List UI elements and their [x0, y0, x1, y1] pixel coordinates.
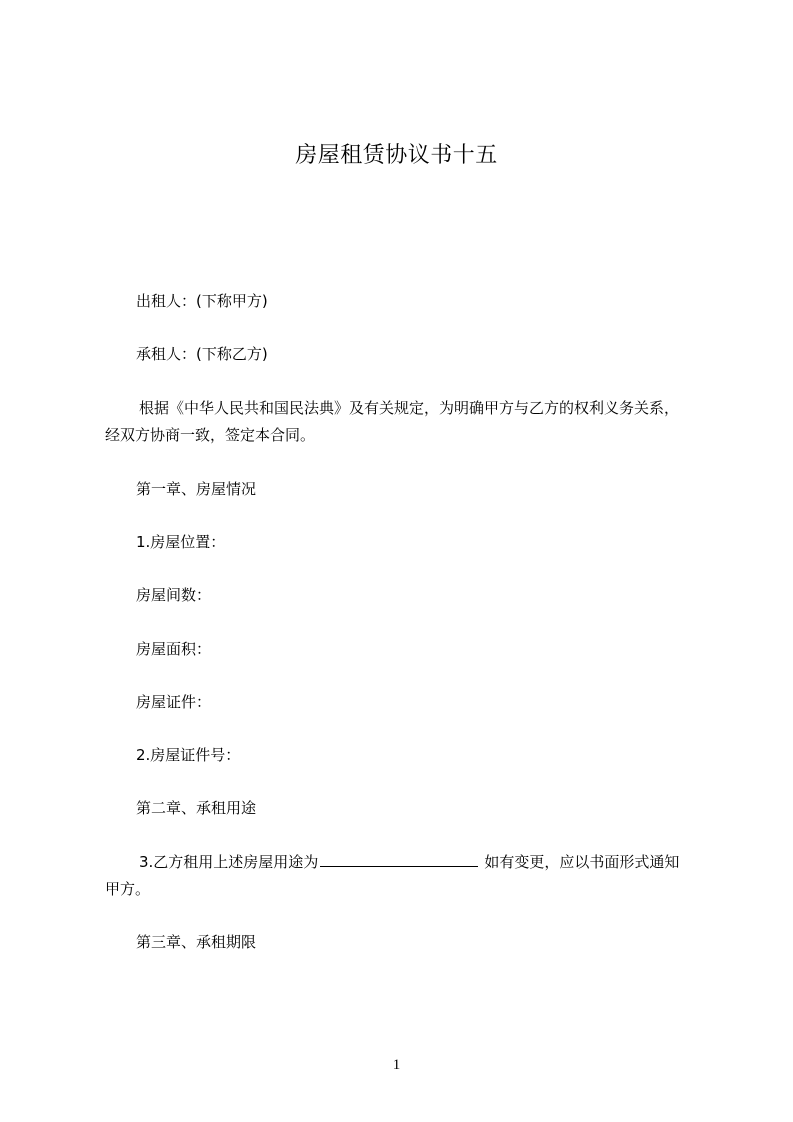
item-3-suffix: 如有变更，应以书面形式通知 [484, 853, 680, 871]
page-number: 1 [392, 1057, 401, 1073]
item-3-line-2: 甲方。 [105, 880, 151, 898]
preamble-line-1: 根据《中华人民共和国民法典》及有关规定，为明确甲方与乙方的权利义务关系， [139, 399, 680, 417]
lessee-line: 承租人：(下称乙方) [136, 345, 268, 363]
chapter-1-heading: 第一章、房屋情况 [136, 480, 257, 498]
item-1-house-location: 1.房屋位置： [136, 533, 226, 551]
item-2-certificate-number: 2.房屋证件号： [136, 746, 241, 764]
document-title: 房屋租赁协议书十五 [295, 143, 498, 168]
house-certificate-line: 房屋证件： [136, 693, 212, 711]
lessor-line: 出租人：(下称甲方) [136, 292, 268, 310]
chapter-3-heading: 第三章、承租期限 [136, 933, 257, 951]
usage-blank-underline [320, 852, 478, 867]
house-rooms-line: 房屋间数： [136, 586, 212, 604]
preamble-line-2: 经双方协商一致，签定本合同。 [105, 426, 316, 444]
item-3-line-1 [139, 851, 679, 873]
item-3-prefix: 3.乙方租用上述房屋用途为 [139, 853, 319, 871]
house-area-line: 房屋面积： [136, 640, 212, 658]
chapter-2-heading: 第二章、承租用途 [136, 799, 257, 817]
